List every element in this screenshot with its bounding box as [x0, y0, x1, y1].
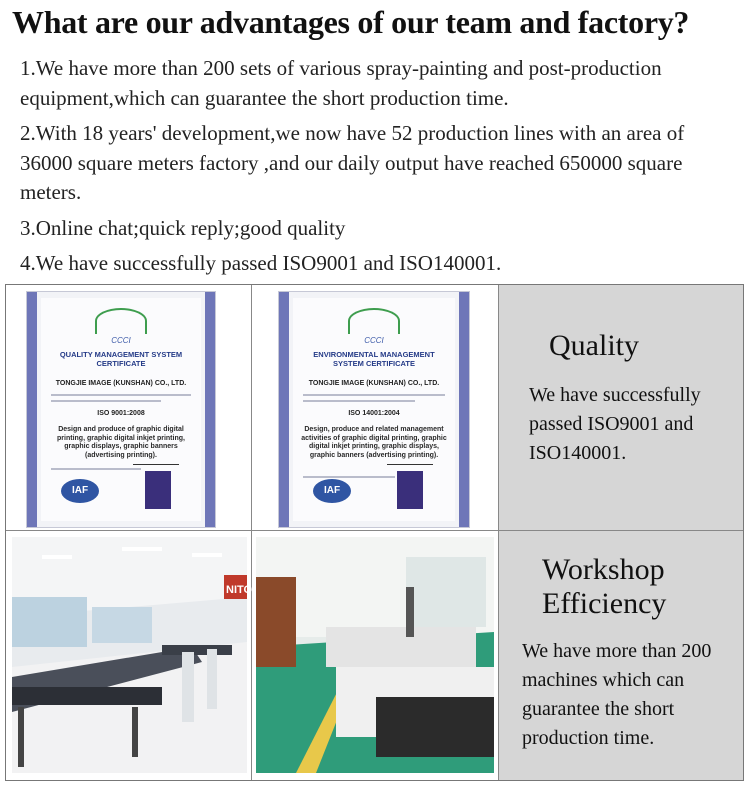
- wall-sign: NITO: [226, 584, 253, 596]
- quality-panel: [499, 285, 743, 530]
- cert-company: TONGJIE IMAGE (KUNSHAN) CO., LTD.: [55, 380, 187, 387]
- workshop-text: We have more than 200 machines which can guarantee the short production time.: [522, 640, 712, 749]
- factory-floor-photo: [256, 537, 494, 773]
- iaf-badge: IAF: [313, 479, 351, 503]
- workshop-heading-line2: Efficiency: [542, 587, 667, 620]
- cert-title: QUALITY MANAGEMENT SYSTEM CERTIFICATE: [59, 350, 183, 368]
- advantage-item: 2.With 18 years' development,we now have 52 production lines with an area of 36000 square meters factory ,and our daily output have reached 650000 square meters.: [20, 121, 685, 204]
- environmental-certificate-image: [278, 291, 470, 528]
- printer-workshop-photo: [12, 537, 253, 773]
- advantage-item: 3.Online chat;quick reply;good quality: [20, 215, 346, 240]
- page-heading: What are our advantages of our team and factory?: [12, 4, 690, 40]
- iaf-badge: IAF: [61, 479, 99, 503]
- ukas-mark-icon: [145, 471, 171, 509]
- quality-text: We have successfully passed ISO9001 and ISO140001.: [529, 384, 701, 464]
- workshop-panel: [499, 531, 743, 780]
- cert-company: TONGJIE IMAGE (KUNSHAN) CO., LTD.: [308, 380, 440, 387]
- globe-logo-icon: [348, 308, 400, 334]
- workshop-heading-line1: Workshop: [542, 553, 665, 586]
- signature: [133, 450, 179, 465]
- cert-title: ENVIRONMENTAL MANAGEMENT SYSTEM CERTIFICATE: [313, 350, 435, 368]
- signature: [387, 450, 433, 465]
- advantage-item: 4.We have successfully passed ISO9001 and ISO140001.: [20, 251, 502, 275]
- advantage-item: 1.We have more than 200 sets of various spray-painting and post-production equipment,which can guarantee the short production time.: [20, 56, 662, 110]
- quality-certificate-image: [26, 291, 216, 528]
- cert-scope: Design and produce of graphic digital printing, graphic digital inkjet printing, graphic displays, graphic banners (advertising printing).: [57, 426, 185, 459]
- cert-standard: ISO 9001:2008: [97, 410, 145, 417]
- cert-standard: ISO 14001:2004: [348, 410, 400, 417]
- cert-logo-text: CCCI: [111, 336, 131, 345]
- printer-workshop-illustration: [12, 537, 253, 773]
- ukas-mark-icon: [397, 471, 423, 509]
- showcase-grid: [5, 284, 744, 781]
- cert-scope: Design, produce and related management activities of graphic digital printing, graphic digital inkjet printing, graphic displays, graphic banners (advertising printing).: [301, 426, 447, 459]
- grid-divider: [251, 285, 252, 780]
- globe-logo-icon: [95, 308, 147, 334]
- advantages-list: [20, 54, 735, 285]
- quality-heading: Quality: [549, 329, 639, 362]
- cert-logo-text: CCCI: [364, 336, 384, 345]
- factory-floor-illustration: [256, 537, 494, 773]
